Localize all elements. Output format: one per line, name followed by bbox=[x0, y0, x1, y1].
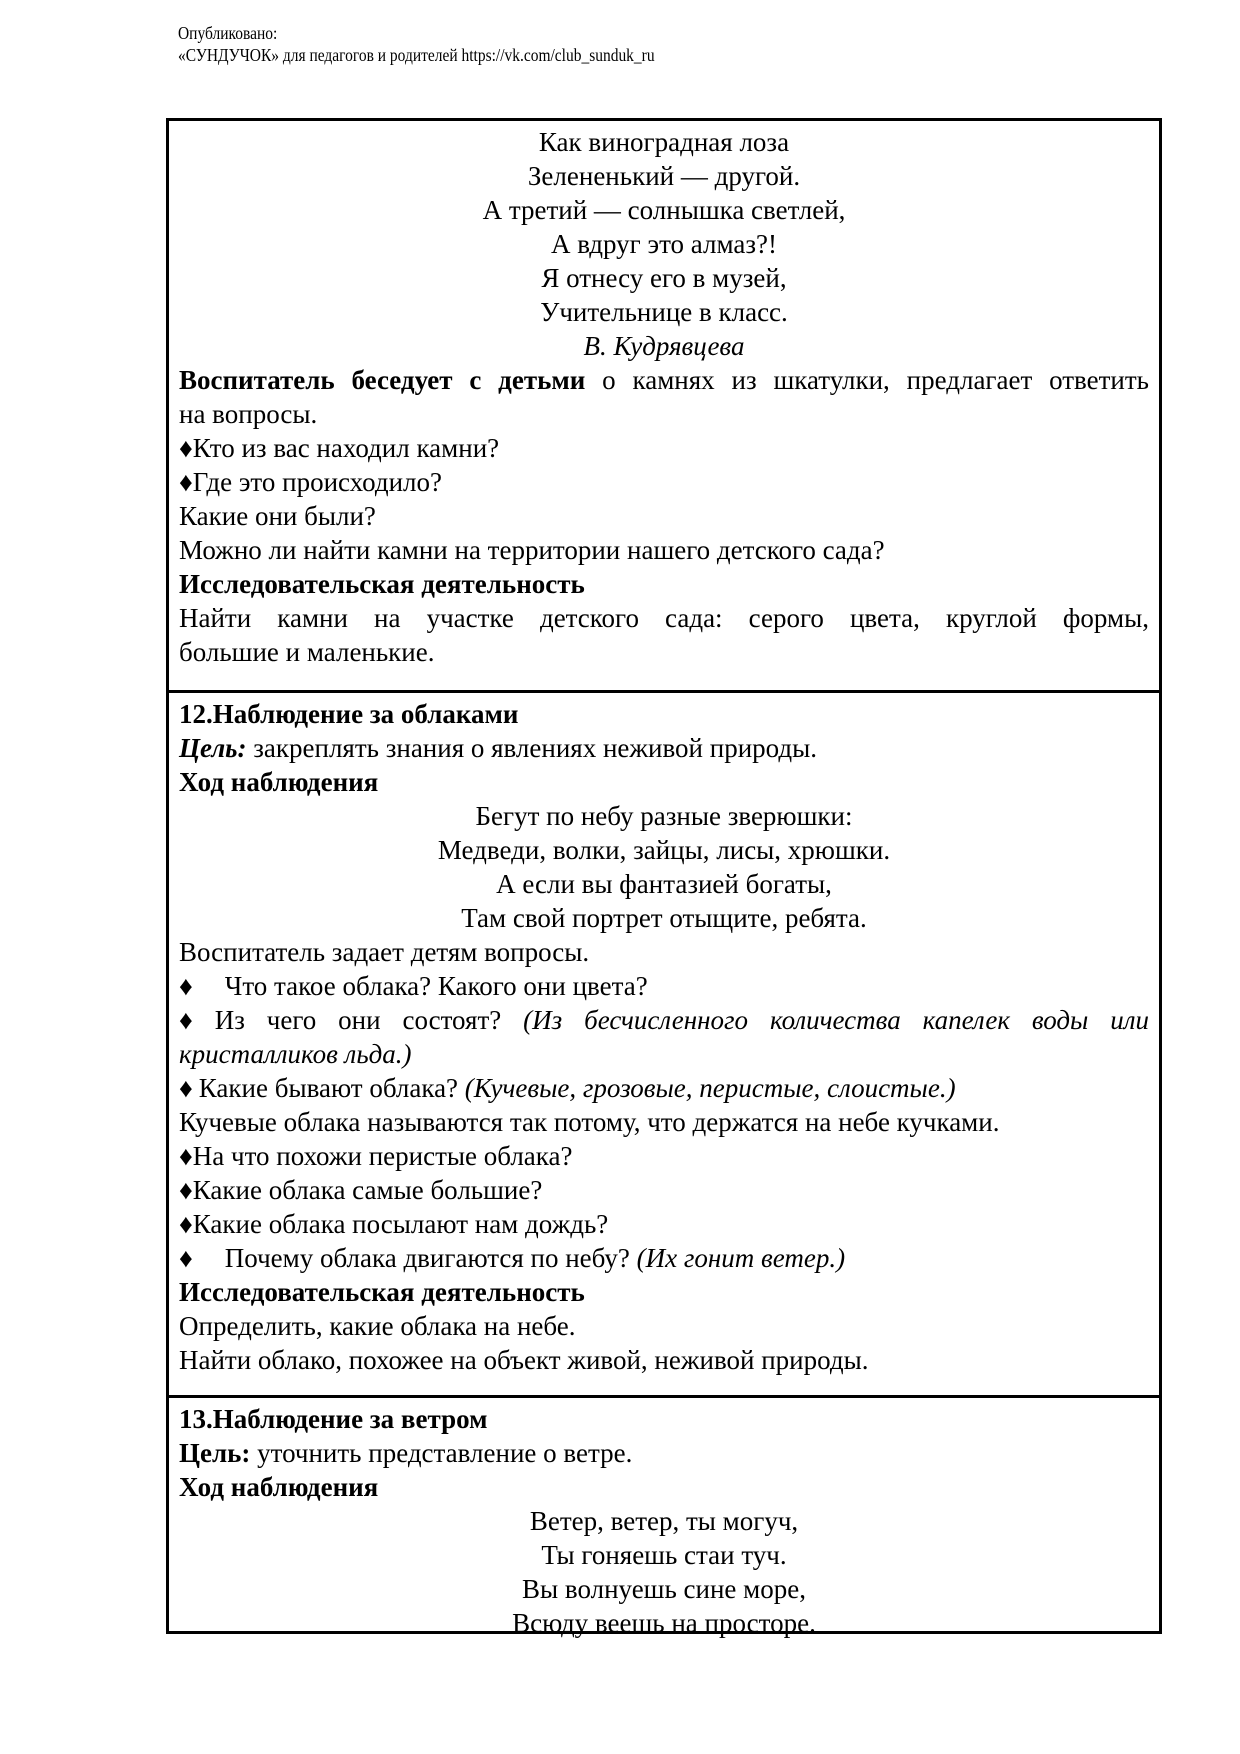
poem-line: Учительнице в класс. bbox=[540, 297, 788, 327]
teacher-line: Воспитатель задает детям вопросы. bbox=[179, 937, 590, 967]
poem-line: А третий — солнышка светлей, bbox=[482, 195, 846, 225]
publication-header bbox=[178, 22, 655, 66]
poem-author: В. Кудрявцева bbox=[583, 331, 745, 361]
poem-line: Медведи, волки, зайцы, лисы, хрюшки. bbox=[437, 835, 891, 865]
teacher-intro-continued: на вопросы. bbox=[179, 399, 318, 429]
table-row-stones bbox=[169, 121, 1159, 690]
table-row-wind bbox=[169, 1395, 1159, 1638]
goal-text: закреплять знания о явлениях неживой природы. bbox=[246, 733, 818, 763]
poem-line: Там свой портрет отыщите, ребята. bbox=[461, 903, 867, 933]
question-item: ♦ Какие бывают облака? (Кучевые, грозовые, перистые, слоистые.) bbox=[179, 1073, 956, 1103]
poem-line: Вы волнуешь сине море, bbox=[522, 1574, 806, 1604]
goal-line bbox=[179, 731, 1149, 765]
poem-line: Ветер, ветер, ты могуч, bbox=[529, 1506, 799, 1536]
question-plain: Можно ли найти камни на территории нашего детского сада? bbox=[179, 535, 885, 565]
course-heading: Ход наблюдения bbox=[179, 767, 379, 797]
diamond-bullet-icon: ♦ bbox=[179, 467, 193, 497]
diamond-bullet-icon: ♦ bbox=[179, 1175, 193, 1205]
question-item: ♦Какие облака самые большие? bbox=[179, 1175, 543, 1205]
lesson-table bbox=[166, 118, 1162, 1638]
question-item: ♦Кто из вас находил камни? bbox=[179, 433, 500, 463]
diamond-bullet-icon: ♦ bbox=[179, 1243, 193, 1273]
question-item: ♦Где это происходило? bbox=[179, 467, 442, 497]
research-text-continued: большие и маленькие. bbox=[179, 637, 435, 667]
goal-line bbox=[179, 1436, 1149, 1470]
publisher-line: «СУНДУЧОК» для педагогов и родителей https://vk.com/club_sunduk_ru bbox=[178, 45, 655, 65]
diamond-bullet-icon: ♦ bbox=[179, 971, 193, 1001]
question-item: ♦ Что такое облака? Какого они цвета? bbox=[179, 971, 648, 1001]
teacher-intro-bold: Воспитатель беседует с детьми bbox=[179, 365, 586, 395]
teacher-intro bbox=[179, 363, 1149, 397]
question-answer: (Кучевые, грозовые, перистые, слоистые.) bbox=[464, 1073, 956, 1103]
poem-line: Всюду веешь на просторе. bbox=[512, 1608, 816, 1638]
poem-line: Бегут по небу разные зверюшки: bbox=[475, 801, 853, 831]
poem-line: Я отнесу его в музей, bbox=[541, 263, 787, 293]
research-heading: Исследовательская деятельность bbox=[179, 1277, 585, 1307]
question-plain: Какие они были? bbox=[179, 501, 376, 531]
course-heading: Ход наблюдения bbox=[179, 1472, 379, 1502]
section-title: 13.Наблюдение за ветром bbox=[179, 1404, 488, 1434]
table-row-clouds bbox=[169, 690, 1159, 1395]
diamond-bullet-icon: ♦ bbox=[179, 1005, 193, 1035]
poem-line: А вдруг это алмаз?! bbox=[550, 229, 778, 259]
published-label: Опубликовано: bbox=[178, 23, 278, 43]
question-answer: (Их гонит ветер.) bbox=[636, 1243, 846, 1273]
cumulus-explanation: Кучевые облака называются так потому, что держатся на небе кучками. bbox=[179, 1107, 1000, 1137]
question-item: ♦ Почему облака двигаются по небу? (Их гонит ветер.) bbox=[179, 1243, 846, 1273]
goal-label: Цель: bbox=[179, 733, 247, 763]
goal-label: Цель: bbox=[179, 1438, 251, 1468]
question-answer: (Из бесчисленного количества капелек воды или bbox=[523, 1005, 1149, 1035]
diamond-bullet-icon: ♦ bbox=[179, 433, 193, 463]
research-text: Найти камни на участке детского сада: серого цвета, круглой формы, bbox=[179, 603, 1149, 633]
poem-line: А если вы фантазией богаты, bbox=[496, 869, 832, 899]
question-item: ♦Какие облака посылают нам дождь? bbox=[179, 1209, 609, 1239]
question-answer-continued: кристалликов льда.) bbox=[179, 1039, 412, 1069]
teacher-intro-text: о камнях из шкатулки, предлагает ответить bbox=[585, 365, 1149, 395]
research-text: Определить, какие облака на небе. bbox=[179, 1311, 576, 1341]
goal-text: уточнить представление о ветре. bbox=[250, 1438, 633, 1468]
diamond-bullet-icon: ♦ bbox=[179, 1073, 193, 1103]
research-heading: Исследовательская деятельность bbox=[179, 569, 585, 599]
question-item: ♦На что похожи перистые облака? bbox=[179, 1141, 573, 1171]
diamond-bullet-icon: ♦ bbox=[179, 1141, 193, 1171]
poem-line: Зелененький — другой. bbox=[527, 161, 801, 191]
question-item: ♦ Из чего они состоят? (Из бесчисленного количества капелек воды или bbox=[179, 1005, 1149, 1035]
section-title: 12.Наблюдение за облаками bbox=[179, 699, 519, 729]
research-text: Найти облако, похожее на объект живой, неживой природы. bbox=[179, 1345, 869, 1375]
diamond-bullet-icon: ♦ bbox=[179, 1209, 193, 1239]
poem-line: Ты гоняешь стаи туч. bbox=[541, 1540, 787, 1570]
poem-line: Как виноградная лоза bbox=[538, 127, 790, 157]
